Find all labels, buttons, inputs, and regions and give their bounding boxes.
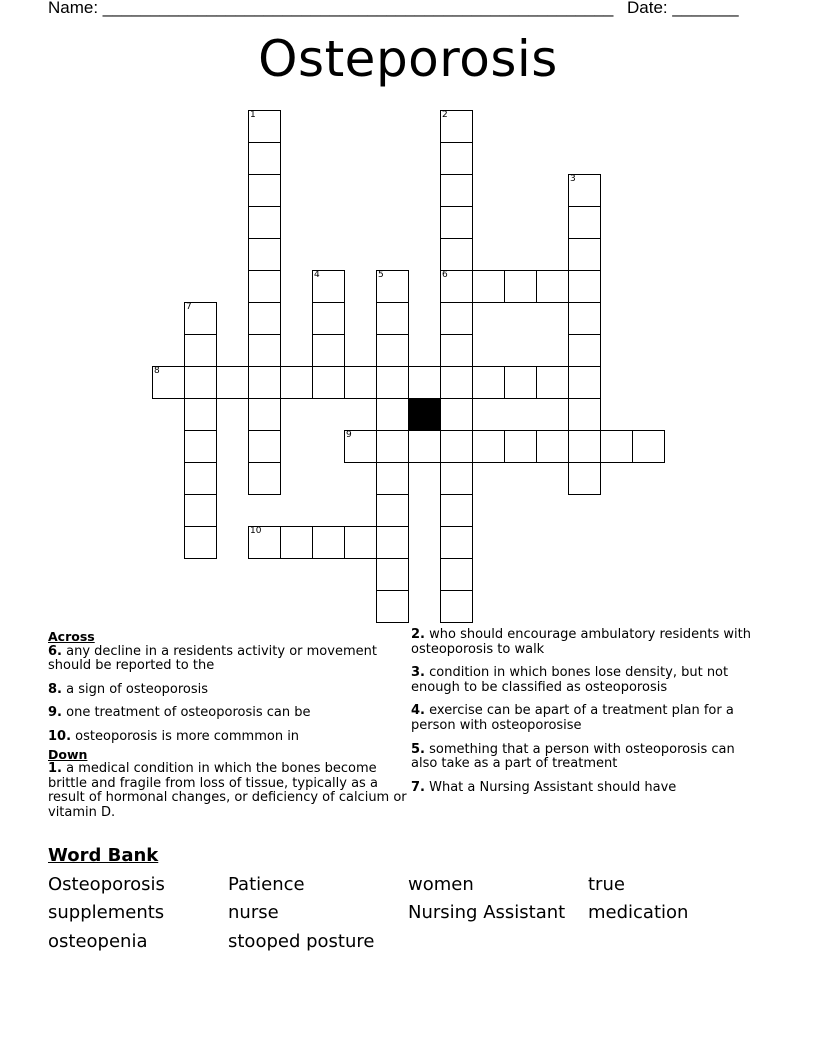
crossword-cell[interactable] — [248, 174, 281, 207]
crossword-cell[interactable] — [440, 174, 473, 207]
crossword-cell[interactable] — [376, 334, 409, 367]
crossword-cell[interactable] — [472, 430, 505, 463]
crossword-cell[interactable] — [568, 270, 601, 303]
crossword-cell[interactable] — [248, 430, 281, 463]
word-bank-item: nurse — [228, 902, 279, 923]
down-heading: Down — [48, 746, 88, 762]
crossword-cell[interactable] — [408, 366, 441, 399]
crossword-cell[interactable] — [376, 430, 409, 463]
word-bank-item: medication — [588, 902, 689, 923]
name-field: Name: ______________________________________________________ — [48, 0, 614, 17]
crossword-cell[interactable] — [248, 206, 281, 239]
crossword-cell[interactable] — [376, 526, 409, 559]
word-bank-item: stooped posture — [228, 931, 375, 952]
clue-down-3: 3. condition in which bones lose density, but not enough to be classified as osteoporosis — [411, 665, 729, 695]
clue-down-7: 7. What a Nursing Assistant should have — [411, 779, 677, 795]
crossword-cell[interactable] — [376, 302, 409, 335]
crossword-cell[interactable] — [536, 366, 569, 399]
crossword-cell[interactable] — [184, 366, 217, 399]
crossword-cell[interactable] — [504, 430, 537, 463]
crossword-cell[interactable] — [152, 366, 185, 399]
crossword-cell[interactable] — [248, 238, 281, 271]
crossword-cell[interactable] — [312, 526, 345, 559]
crossword-cell[interactable] — [312, 366, 345, 399]
crossword-cell[interactable] — [440, 110, 473, 143]
crossword-cell[interactable] — [568, 430, 601, 463]
crossword-cell[interactable] — [504, 366, 537, 399]
crossword-cell[interactable] — [440, 398, 473, 431]
crossword-cell[interactable] — [440, 494, 473, 527]
crossword-cell[interactable] — [408, 430, 441, 463]
clues-right-column — [411, 628, 756, 804]
clue-down-4: 4. exercise can be apart of a treatment plan for a person with osteoporosise — [411, 703, 734, 733]
crossword-cell[interactable] — [344, 526, 377, 559]
crossword-cell[interactable] — [184, 462, 217, 495]
crossword-cell[interactable] — [280, 366, 313, 399]
crossword-cell[interactable] — [472, 366, 505, 399]
crossword-cell[interactable] — [536, 430, 569, 463]
word-bank-item: Osteoporosis — [48, 874, 165, 895]
word-bank-item: osteopenia — [48, 931, 148, 952]
crossword-cell[interactable] — [376, 494, 409, 527]
crossword-cell[interactable] — [568, 462, 601, 495]
crossword-cell[interactable] — [472, 270, 505, 303]
word-bank-item: supplements — [48, 902, 165, 923]
word-bank-item: true — [588, 874, 625, 895]
crossword-cell[interactable] — [568, 174, 601, 207]
word-bank-title: Word Bank — [48, 845, 159, 866]
crossword-cell[interactable] — [440, 366, 473, 399]
clue-number: 8 — [154, 366, 160, 376]
crossword-cell[interactable] — [248, 302, 281, 335]
crossword-cell[interactable] — [440, 558, 473, 591]
clue-number: 3 — [570, 174, 576, 184]
crossword-cell[interactable] — [248, 334, 281, 367]
clue-down-2: 2. who should encourage ambulatory residents with osteoporosis to walk — [411, 627, 751, 657]
clue-across-6: 6. any decline in a residents activity or movement should be reported to the — [48, 643, 377, 674]
clue-down-1: 1. a medical condition in which the bones become brittle and fragile from loss of tissue, typically as a result of hormonal changes, or deficiency of calcium or vitamin D. — [48, 761, 407, 820]
across-heading: Across — [48, 629, 95, 644]
crossword-cell[interactable] — [248, 526, 281, 559]
black-cell — [408, 398, 441, 431]
clue-number: 5 — [378, 270, 384, 280]
crossword-cell[interactable] — [376, 366, 409, 399]
crossword-cell[interactable] — [376, 270, 409, 303]
crossword-cell[interactable] — [440, 590, 473, 623]
crossword-cell[interactable] — [568, 206, 601, 239]
crossword-cell[interactable] — [248, 366, 281, 399]
crossword-cell[interactable] — [376, 558, 409, 591]
crossword-cell[interactable] — [248, 110, 281, 143]
clue-number: 10 — [250, 526, 262, 536]
crossword-cell[interactable] — [184, 430, 217, 463]
crossword-cell[interactable] — [440, 270, 473, 303]
crossword-cell[interactable] — [248, 462, 281, 495]
crossword-cell[interactable] — [504, 270, 537, 303]
crossword-cell[interactable] — [248, 398, 281, 431]
clue-number: 6 — [442, 270, 448, 280]
crossword-cell[interactable] — [376, 462, 409, 495]
crossword-cell[interactable] — [312, 302, 345, 335]
word-bank-item: Nursing Assistant — [408, 902, 566, 923]
crossword-cell[interactable] — [376, 398, 409, 431]
word-bank-item: Patience — [228, 874, 305, 895]
crossword-cell[interactable] — [184, 302, 217, 335]
crossword-cell[interactable] — [248, 270, 281, 303]
crossword-cell[interactable] — [568, 238, 601, 271]
clue-number: 1 — [250, 110, 256, 120]
crossword-cell[interactable] — [312, 334, 345, 367]
clue-down-5: 5. something that a person with osteoporosis can also take as a part of treatment — [411, 741, 735, 772]
word-bank-item: women — [408, 874, 474, 895]
crossword-cell[interactable] — [568, 302, 601, 335]
crossword-cell[interactable] — [440, 526, 473, 559]
clue-number: 2 — [442, 110, 448, 120]
crossword-cell[interactable] — [440, 206, 473, 239]
crossword-cell[interactable] — [184, 398, 217, 431]
clue-across-9: 9. one treatment of osteoporosis can be — [48, 705, 311, 721]
crossword-cell[interactable] — [440, 430, 473, 463]
crossword-cell[interactable] — [440, 142, 473, 175]
crossword-cell[interactable] — [440, 238, 473, 271]
clues-left-column — [48, 628, 408, 830]
crossword-cell[interactable] — [184, 526, 217, 559]
crossword-cell[interactable] — [440, 462, 473, 495]
crossword-cell[interactable] — [568, 398, 601, 431]
crossword-cell[interactable] — [440, 334, 473, 367]
crossword-cell[interactable] — [312, 270, 345, 303]
crossword-cell[interactable] — [216, 366, 249, 399]
crossword-cell[interactable] — [184, 334, 217, 367]
crossword-cell[interactable] — [568, 366, 601, 399]
crossword-cell[interactable] — [344, 430, 377, 463]
crossword-cell[interactable] — [248, 142, 281, 175]
clue-across-10: 10. osteoporosis is more commmon in — [48, 728, 300, 744]
crossword-cell[interactable] — [344, 366, 377, 399]
date-field: Date: _______ — [627, 0, 739, 17]
crossword-cell[interactable] — [440, 302, 473, 335]
clue-number: 9 — [346, 430, 352, 440]
crossword-cell[interactable] — [600, 430, 633, 463]
clue-number: 4 — [314, 270, 320, 280]
page-title: Osteporosis — [258, 30, 558, 88]
crossword-cell[interactable] — [280, 526, 313, 559]
crossword-cell[interactable] — [536, 270, 569, 303]
crossword-cell[interactable] — [184, 494, 217, 527]
crossword-cell[interactable] — [376, 590, 409, 623]
crossword-cell[interactable] — [632, 430, 665, 463]
crossword-cell[interactable] — [568, 334, 601, 367]
clue-across-8: 8. a sign of osteoporosis — [48, 681, 209, 697]
clue-number: 7 — [186, 302, 192, 312]
